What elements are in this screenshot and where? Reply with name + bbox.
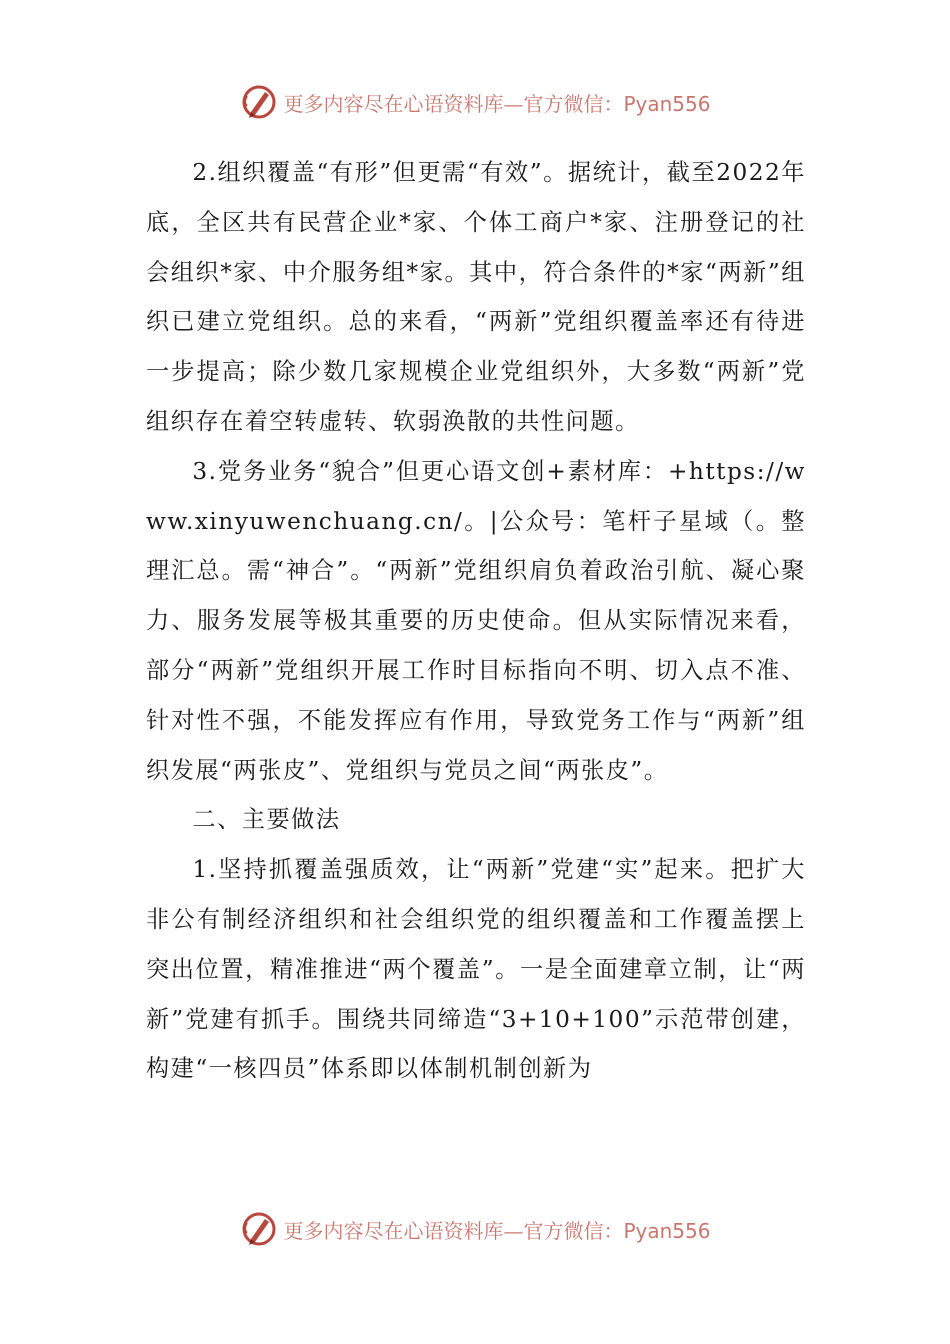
watermark-banner-top: [0, 82, 950, 122]
section-heading-main-practices: 二、主要做法: [192, 806, 341, 834]
watermark-text: [283, 88, 710, 117]
watermark-wechat: 官方微信：Pyan556: [523, 91, 711, 116]
pen-logo-icon: [239, 82, 279, 122]
pen-logo-icon: [239, 1209, 279, 1249]
paragraph-party-affairs: 3.党务业务“貌合”但更心语文创+素材库：+https://www.xinyuwenchuang.cn/。|公众号：笔杆子星域（。整理汇总。需“神合”。“两新”党组织肩负着政治引航、凝心聚力、服务发展等极其重要的历史使命。但从实际情况来看，部分“两新”党组织开展工作时目标指向不明、切入点不准、针对性不强，不能发挥应有作用，导致党务工作与“两新”组织发展“两张皮”、党组织与党员之间“两张皮”。: [146, 457, 806, 784]
watermark-text: [283, 1215, 710, 1244]
watermark-dash: —: [503, 91, 524, 116]
watermark-wechat: 官方微信：Pyan556: [523, 1218, 711, 1243]
watermark-banner-bottom: [0, 1209, 950, 1249]
watermark-dash: —: [503, 1218, 524, 1243]
paragraph-coverage-quality: 1.坚持抓覆盖强质效，让“两新”党建“实”起来。把扩大非公有制经济组织和社会组织党的组织覆盖和工作覆盖摆上突出位置，精准推进“两个覆盖”。一是全面建章立制，让“两新”党建有抓手。围绕共同缔造“3+10+100”示范带创建，构建“一核四员”体系即以体制机制创新为: [146, 856, 806, 1083]
document-body: [146, 148, 806, 1094]
watermark-site: 更多内容尽在心语资料库: [283, 1218, 504, 1243]
paragraph-organization-coverage: 2.组织覆盖“有形”但更需“有效”。据统计，截至2022年底，全区共有民营企业*家、个体工商户*家、注册登记的社会组织*家、中介服务组*家。其中，符合条件的*家“两新”组织已建立党组织。总的来看，“两新”党组织覆盖率还有待进一步提高；除少数几家规模企业党组织外，大多数“两新”党组织存在着空转虚转、软弱涣散的共性问题。: [146, 159, 806, 435]
watermark-site: 更多内容尽在心语资料库: [283, 91, 504, 116]
